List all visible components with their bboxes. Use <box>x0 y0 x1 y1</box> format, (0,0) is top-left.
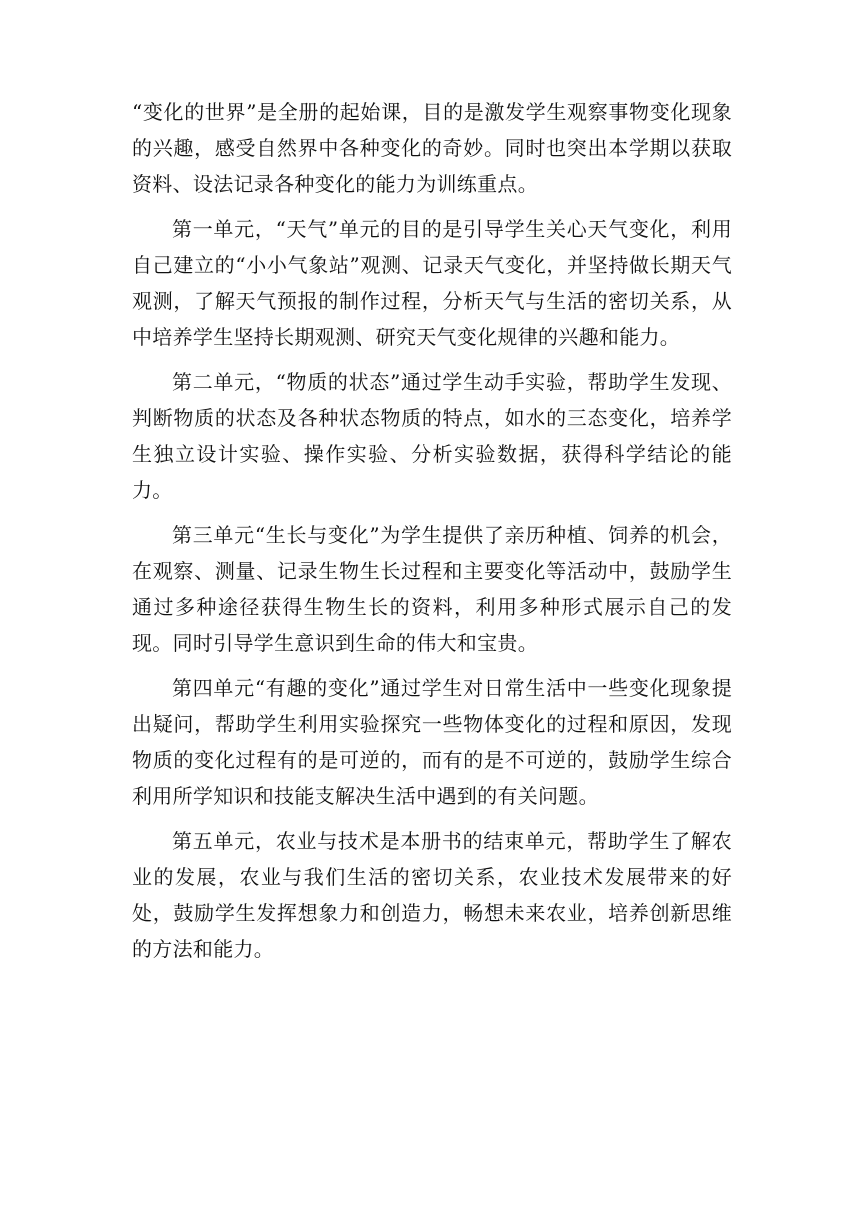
paragraph-intro: “变化的世界”是全册的起始课，目的是激发学生观察事物变化现象的兴趣，感受自然界中各种变化的奇妙。同时也突出本学期以获取资料、设法记录各种变化的能力为训练重点。 <box>132 100 732 196</box>
document-body <box>132 94 732 967</box>
paragraph-unit-1: 第一单元，“天气”单元的目的是引导学生关心天气变化，利用自己建立的“小小气象站”观测、记录天气变化，并坚持做长期天气观测，了解天气预报的制作过程，分析天气与生活的密切关系，从中培养学生坚持长期观测、研究天气变化规律的兴趣和能力。 <box>132 217 732 349</box>
paragraph-unit-5: 第五单元，农业与技术是本册书的结束单元，帮助学生了解农业的发展，农业与我们生活的密切关系，农业技术发展带来的好处，鼓励学生发挥想象力和创造力，畅想未来农业，培养创新思维的方法和能力。 <box>132 829 732 961</box>
paragraph-unit-3: 第三单元“生长与变化”为学生提供了亲历种植、饲养的机会，在观察、测量、记录生物生长过程和主要变化等活动中，鼓励学生通过多种途径获得生物生长的资料，利用多种形式展示自己的发现。同时引导学生意识到生命的伟大和宝贵。 <box>132 523 732 655</box>
paragraph-unit-4: 第四单元“有趣的变化”通过学生对日常生活中一些变化现象提出疑问，帮助学生利用实验探究一些物体变化的过程和原因，发现物质的变化过程有的是可逆的，而有的是不可逆的，鼓励学生综合利用所学知识和技能支解决生活中遇到的有关问题。 <box>132 676 732 808</box>
paragraph-unit-2: 第二单元，“物质的状态”通过学生动手实验，帮助学生发现、判断物质的状态及各种状态物质的特点，如水的三态变化，培养学生独立设计实验、操作实验、分析实验数据，获得科学结论的能力。 <box>132 370 732 502</box>
